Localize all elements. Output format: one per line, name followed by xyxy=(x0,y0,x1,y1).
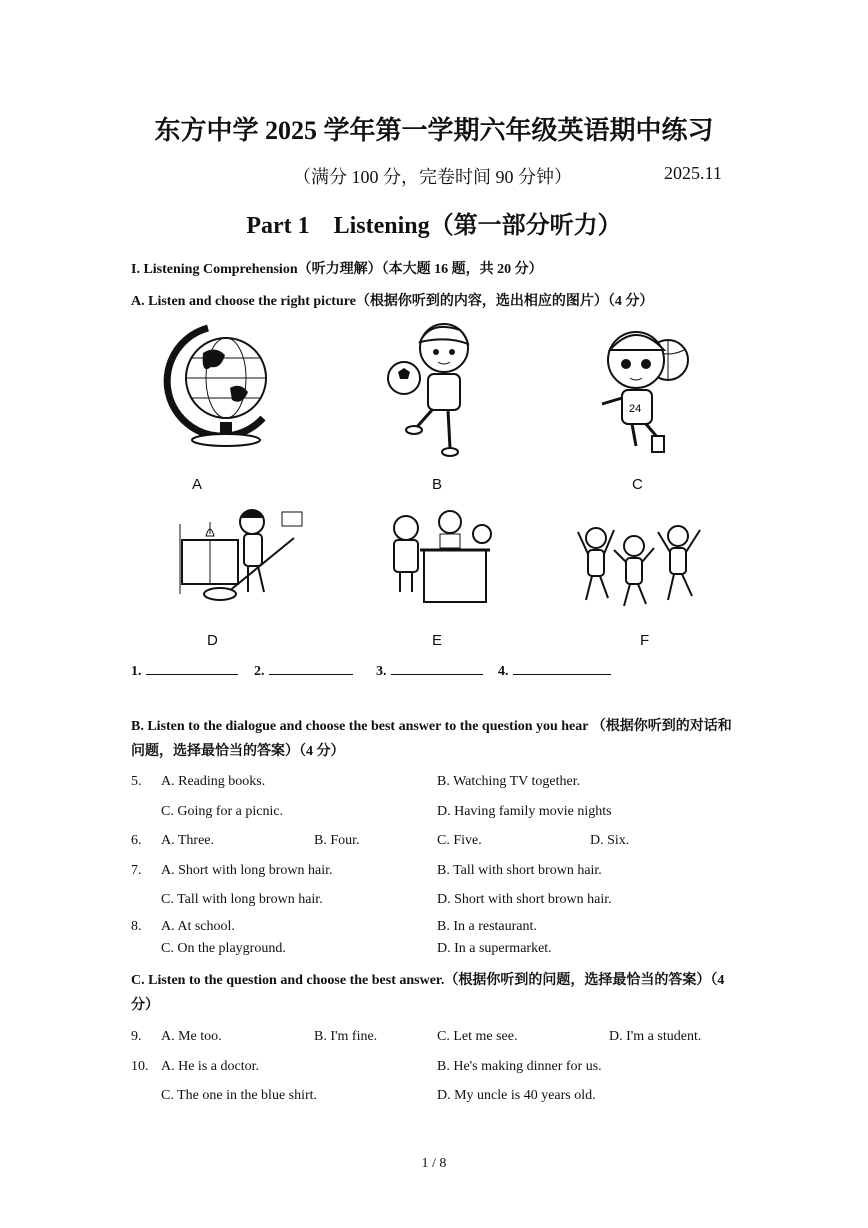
exam-date: 2025.11 xyxy=(664,163,722,183)
option-b[interactable]: B. Four. xyxy=(314,833,360,848)
option-d[interactable]: D. My uncle is 40 years old. xyxy=(437,1088,596,1103)
option-d[interactable]: D. I'm a student. xyxy=(609,1029,702,1044)
option-a[interactable]: A. Short with long brown hair. xyxy=(161,863,333,878)
part-heading: Part 1 Listening（第一部分听力） xyxy=(246,213,622,239)
picture-label-b: B xyxy=(432,476,443,493)
picture-label-e: E xyxy=(432,632,443,649)
answer-blank-4[interactable] xyxy=(498,660,611,680)
boy-soccer-icon xyxy=(386,318,486,460)
option-a[interactable]: A. He is a doctor. xyxy=(161,1059,259,1074)
question-number: 10. xyxy=(131,1059,149,1074)
picture-label-f: F xyxy=(640,632,650,649)
option-b[interactable]: B. Watching TV together. xyxy=(437,774,581,789)
kids-at-desk-icon xyxy=(384,510,504,610)
question-number: 9. xyxy=(131,1029,142,1044)
option-c[interactable]: C. On the playground. xyxy=(161,941,286,956)
option-c[interactable]: C. The one in the blue shirt. xyxy=(161,1088,318,1103)
section-a-heading: A. Listen and choose the right picture（根据你听到的内容，选出相应的图片）（4 分） xyxy=(131,294,654,309)
question-number: 8. xyxy=(131,919,142,934)
option-a[interactable]: A. Reading books. xyxy=(161,774,266,789)
question-number: 7. xyxy=(131,863,142,878)
question-number: 6. xyxy=(131,833,142,848)
option-d[interactable]: D. Having family movie nights xyxy=(437,804,612,819)
option-d[interactable]: D. Short with short brown hair. xyxy=(437,892,612,907)
picture-label-d: D xyxy=(207,632,218,649)
svg-text:24: 24 xyxy=(629,403,642,415)
blank-number: 2. xyxy=(254,664,265,679)
option-c[interactable]: C. Tall with long brown hair. xyxy=(161,892,323,907)
picture-label-c: C xyxy=(632,476,643,493)
answer-blank-2[interactable] xyxy=(254,660,353,680)
option-d[interactable]: D. Six. xyxy=(590,833,630,848)
blank-number: 1. xyxy=(131,664,142,679)
answer-blank-1[interactable] xyxy=(131,660,238,680)
option-c[interactable]: C. Five. xyxy=(437,833,482,848)
kids-dancing-icon xyxy=(574,516,714,612)
option-c[interactable]: C. Going for a picnic. xyxy=(161,804,284,819)
option-b[interactable]: B. In a restaurant. xyxy=(437,919,537,934)
blank-number: 4. xyxy=(498,664,509,679)
section-b-heading: B. Listen to the dialogue and choose the best answer to the question you hear （根据你听到的对话和问题，选择最恰当的答案）（4 分） xyxy=(131,719,732,759)
option-a[interactable]: A. Me too. xyxy=(161,1029,222,1044)
option-b[interactable]: B. I'm fine. xyxy=(314,1029,378,1044)
globe-icon xyxy=(168,318,278,448)
option-a[interactable]: A. Three. xyxy=(161,833,214,848)
blank-number: 3. xyxy=(376,664,387,679)
section-i-heading: I. Listening Comprehension（听力理解）（本大题 16 题，共 20 分） xyxy=(131,262,543,277)
exam-title: 东方中学 2025 学年第一学期六年级英语期中练习 xyxy=(154,116,714,145)
exam-subtitle: （满分 100 分，完卷时间 90 分钟） xyxy=(293,167,572,187)
option-b[interactable]: B. Tall with short brown hair. xyxy=(437,863,602,878)
option-b[interactable]: B. He's making dinner for us. xyxy=(437,1059,602,1074)
section-c-heading: C. Listen to the question and choose the best answer.（根据你听到的问题，选择最恰当的答案）（4 分） xyxy=(131,973,725,1013)
answer-blank-3[interactable] xyxy=(376,660,483,680)
option-d[interactable]: D. In a supermarket. xyxy=(437,941,552,956)
option-c[interactable]: C. Let me see. xyxy=(437,1029,518,1044)
picture-label-a: A xyxy=(192,476,203,493)
girl-mopping-icon xyxy=(168,504,308,604)
kid-basketball-icon xyxy=(596,320,696,460)
page-number: 1 / 8 xyxy=(421,1156,447,1171)
option-a[interactable]: A. At school. xyxy=(161,919,235,934)
question-number: 5. xyxy=(131,774,142,789)
